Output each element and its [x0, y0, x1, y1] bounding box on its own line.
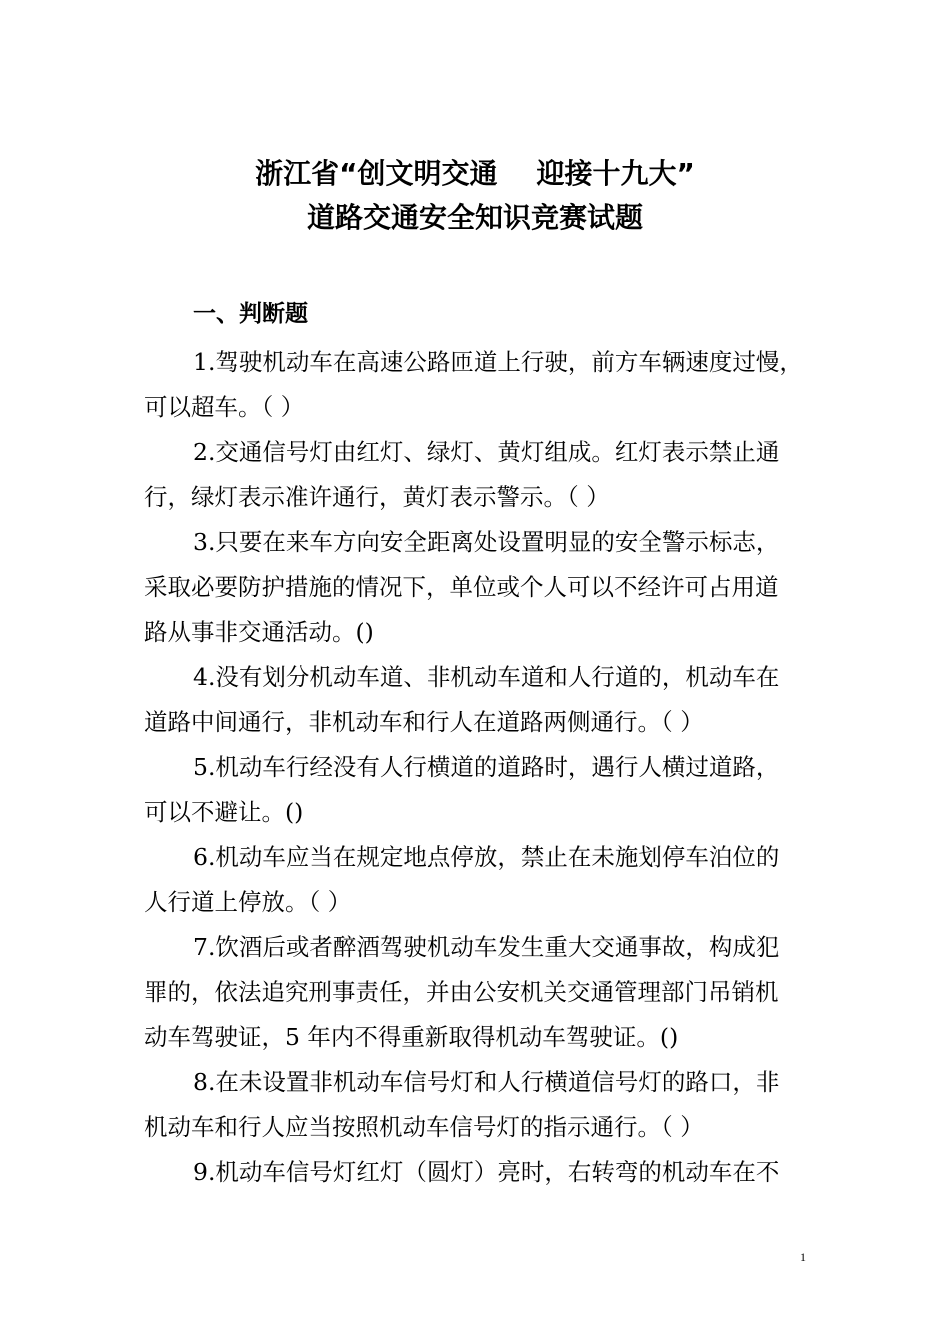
question-line: 道路中间通行，非机动车和行人在道路两侧通行。（ ）	[144, 708, 704, 736]
question-list	[144, 340, 810, 1195]
question-line: 9.机动车信号灯红灯（圆灯）亮时，右转弯的机动车在不	[193, 1158, 780, 1186]
section-heading: 一、判断题	[193, 301, 308, 327]
question-item	[144, 430, 810, 520]
page-number: 1	[800, 1250, 806, 1264]
document-title-line-2: 道路交通安全知识竞赛试题	[306, 201, 643, 234]
question-line: 7.饮酒后或者醉酒驾驶机动车发生重大交通事故，构成犯	[193, 933, 780, 961]
question-line: 可以超车。（ ）	[144, 393, 305, 421]
question-line: 行，绿灯表示准许通行，黄灯表示警示。（ ）	[144, 483, 610, 511]
question-line: 4.没有划分机动车道、非机动车道和人行道的，机动车在	[193, 663, 780, 691]
question-line: 6.机动车应当在规定地点停放，禁止在未施划停车泊位的	[193, 843, 780, 871]
question-line: 5.机动车行经没有人行横道的道路时，遇行人横过道路，	[193, 753, 780, 781]
question-line: 机动车和行人应当按照机动车信号灯的指示通行。（ ）	[144, 1113, 704, 1141]
question-line: 可以不避让。()	[144, 798, 304, 826]
question-item	[144, 655, 810, 745]
question-item	[144, 1060, 810, 1150]
question-line: 8.在未设置非机动车信号灯和人行横道信号灯的路口，非	[193, 1068, 780, 1096]
question-item	[144, 745, 810, 835]
question-item	[144, 340, 810, 430]
question-line: 1.驾驶机动车在高速公路匝道上行驶，前方车辆速度过慢，	[193, 348, 803, 376]
question-item	[144, 520, 810, 655]
question-line: 路从事非交通活动。()	[144, 618, 374, 646]
document-title-line-1: 浙江省“创文明交通 迎接十九大”	[255, 157, 695, 190]
question-item	[144, 925, 810, 1060]
question-line: 3.只要在来车方向安全距离处设置明显的安全警示标志，	[193, 528, 780, 556]
question-item	[144, 835, 810, 925]
question-line: 罪的，依法追究刑事责任，并由公安机关交通管理部门吊销机	[144, 978, 779, 1006]
question-line: 动车驾驶证，5 年内不得重新取得机动车驾驶证。()	[144, 1023, 679, 1051]
question-item	[144, 1150, 810, 1195]
question-line: 2.交通信号灯由红灯、绿灯、黄灯组成。红灯表示禁止通	[193, 438, 780, 466]
question-line: 采取必要防护措施的情况下，单位或个人可以不经许可占用道	[144, 573, 779, 601]
question-line: 人行道上停放。（ ）	[144, 888, 352, 916]
